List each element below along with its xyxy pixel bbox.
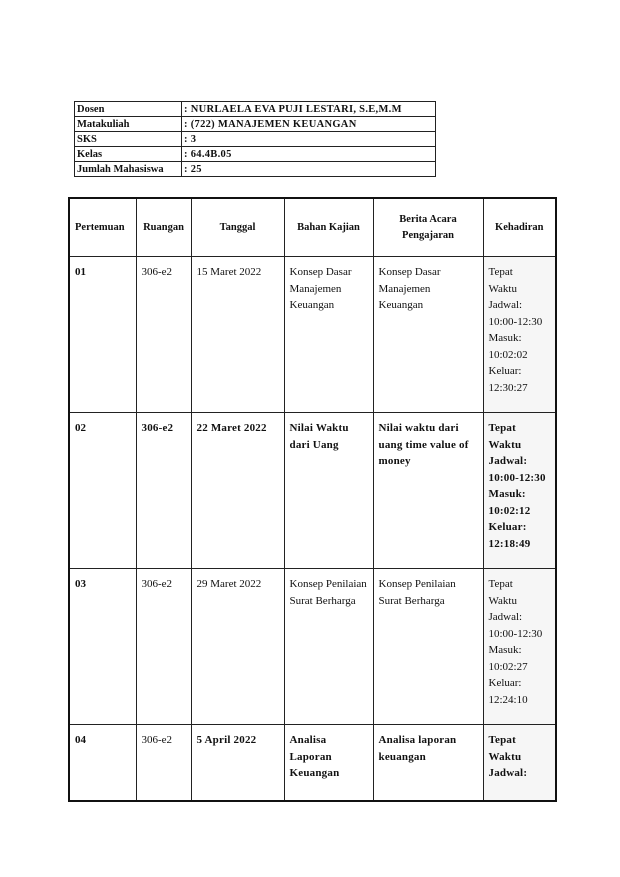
course-info-table [74,101,436,177]
kehadiran-line: Masuk: [488,332,522,344]
cell-tanggal: 22 Maret 2022 [191,413,284,569]
cell-tanggal: 29 Maret 2022 [191,569,284,725]
cell-pertemuan: 04 [69,725,136,802]
cell-pertemuan: 03 [69,569,136,725]
kehadiran-line: Masuk: [488,488,526,500]
table-row [69,569,556,725]
attendance-table [68,197,557,802]
cell-ruangan: 306-e2 [136,257,191,413]
cell-bahan-kajian: Konsep Dasar Manajemen Keuangan [284,257,373,413]
cell-kehadiran [483,725,556,802]
info-label: Jumlah Mahasiswa [75,162,182,177]
cell-berita-acara: Konsep Penilaian Surat Berharga [373,569,483,725]
kehadiran-line: Jadwal: [488,767,528,779]
cell-ruangan: 306-e2 [136,725,191,802]
kehadiran-line: 10:00-12:30 [488,627,543,640]
cell-bahan-kajian: Analisa Laporan Keuangan [284,725,373,802]
info-value: : 25 [182,162,436,177]
kehadiran-line: Keluar: [488,521,527,533]
kehadiran-line: Keluar: [488,365,522,377]
cell-bahan-kajian: Nilai Waktu dari Uang [284,413,373,569]
table-header-row [69,198,556,257]
cell-ruangan: 306-e2 [136,413,191,569]
kehadiran-line: 10:00-12:30 [488,471,546,484]
cell-kehadiran [483,569,556,725]
cell-tanggal: 5 April 2022 [191,725,284,802]
kehadiran-line: Jadwal: [488,299,523,311]
kehadiran-line: Keluar: [488,677,522,689]
kehadiran-line: 12:24:10 [488,693,528,706]
kehadiran-line: 10:02:02 [488,348,528,361]
info-value: : 64.4B.05 [182,147,436,162]
info-row-kelas [75,147,436,162]
table-row [69,725,556,802]
kehadiran-line: Tepat [488,578,513,590]
table-row [69,413,556,569]
kehadiran-line: Waktu [488,438,522,451]
info-row-dosen [75,102,436,117]
cell-berita-acara: Analisa laporan keuangan [373,725,483,802]
kehadiran-line: Tepat [488,266,513,278]
kehadiran-line: Waktu [488,750,522,763]
info-label: Kelas [75,147,182,162]
header-kehadiran: Kehadiran [483,198,556,257]
kehadiran-line: 12:18:49 [488,537,531,550]
kehadiran-line: Jadwal: [488,611,523,623]
header-bahan-kajian: Bahan Kajian [284,198,373,257]
cell-pertemuan: 02 [69,413,136,569]
kehadiran-line: Tepat [488,422,516,434]
info-row-jumlah-mahasiswa [75,162,436,177]
kehadiran-line: Masuk: [488,644,522,656]
kehadiran-line: Waktu [488,594,517,607]
cell-pertemuan: 01 [69,257,136,413]
header-pertemuan: Pertemuan [69,198,136,257]
cell-berita-acara: Konsep Dasar Manajemen Keuangan [373,257,483,413]
kehadiran-line: 10:00-12:30 [488,315,543,328]
info-row-matakuliah [75,117,436,132]
kehadiran-line: 10:02:27 [488,660,528,673]
cell-bahan-kajian: Konsep Penilaian Surat Berharga [284,569,373,725]
cell-kehadiran [483,413,556,569]
header-ruangan: Ruangan [136,198,191,257]
cell-kehadiran [483,257,556,413]
cell-ruangan: 306-e2 [136,569,191,725]
header-berita-acara: Berita Acara Pengajaran [373,198,483,257]
header-tanggal: Tanggal [191,198,284,257]
info-label: Dosen [75,102,182,117]
info-label: Matakuliah [75,117,182,132]
kehadiran-line: 10:02:12 [488,504,531,517]
cell-berita-acara: Nilai waktu dari uang time value of money [373,413,483,569]
cell-tanggal: 15 Maret 2022 [191,257,284,413]
info-label: SKS [75,132,182,147]
kehadiran-line: Tepat [488,734,516,746]
info-value: : 3 [182,132,436,147]
table-row [69,257,556,413]
kehadiran-line: Waktu [488,282,517,295]
kehadiran-line: Jadwal: [488,455,528,467]
info-row-sks [75,132,436,147]
info-value: : NURLAELA EVA PUJI LESTARI, S.E,M.M [182,102,436,117]
info-value: : (722) MANAJEMEN KEUANGAN [182,117,436,132]
kehadiran-line: 12:30:27 [488,381,528,394]
